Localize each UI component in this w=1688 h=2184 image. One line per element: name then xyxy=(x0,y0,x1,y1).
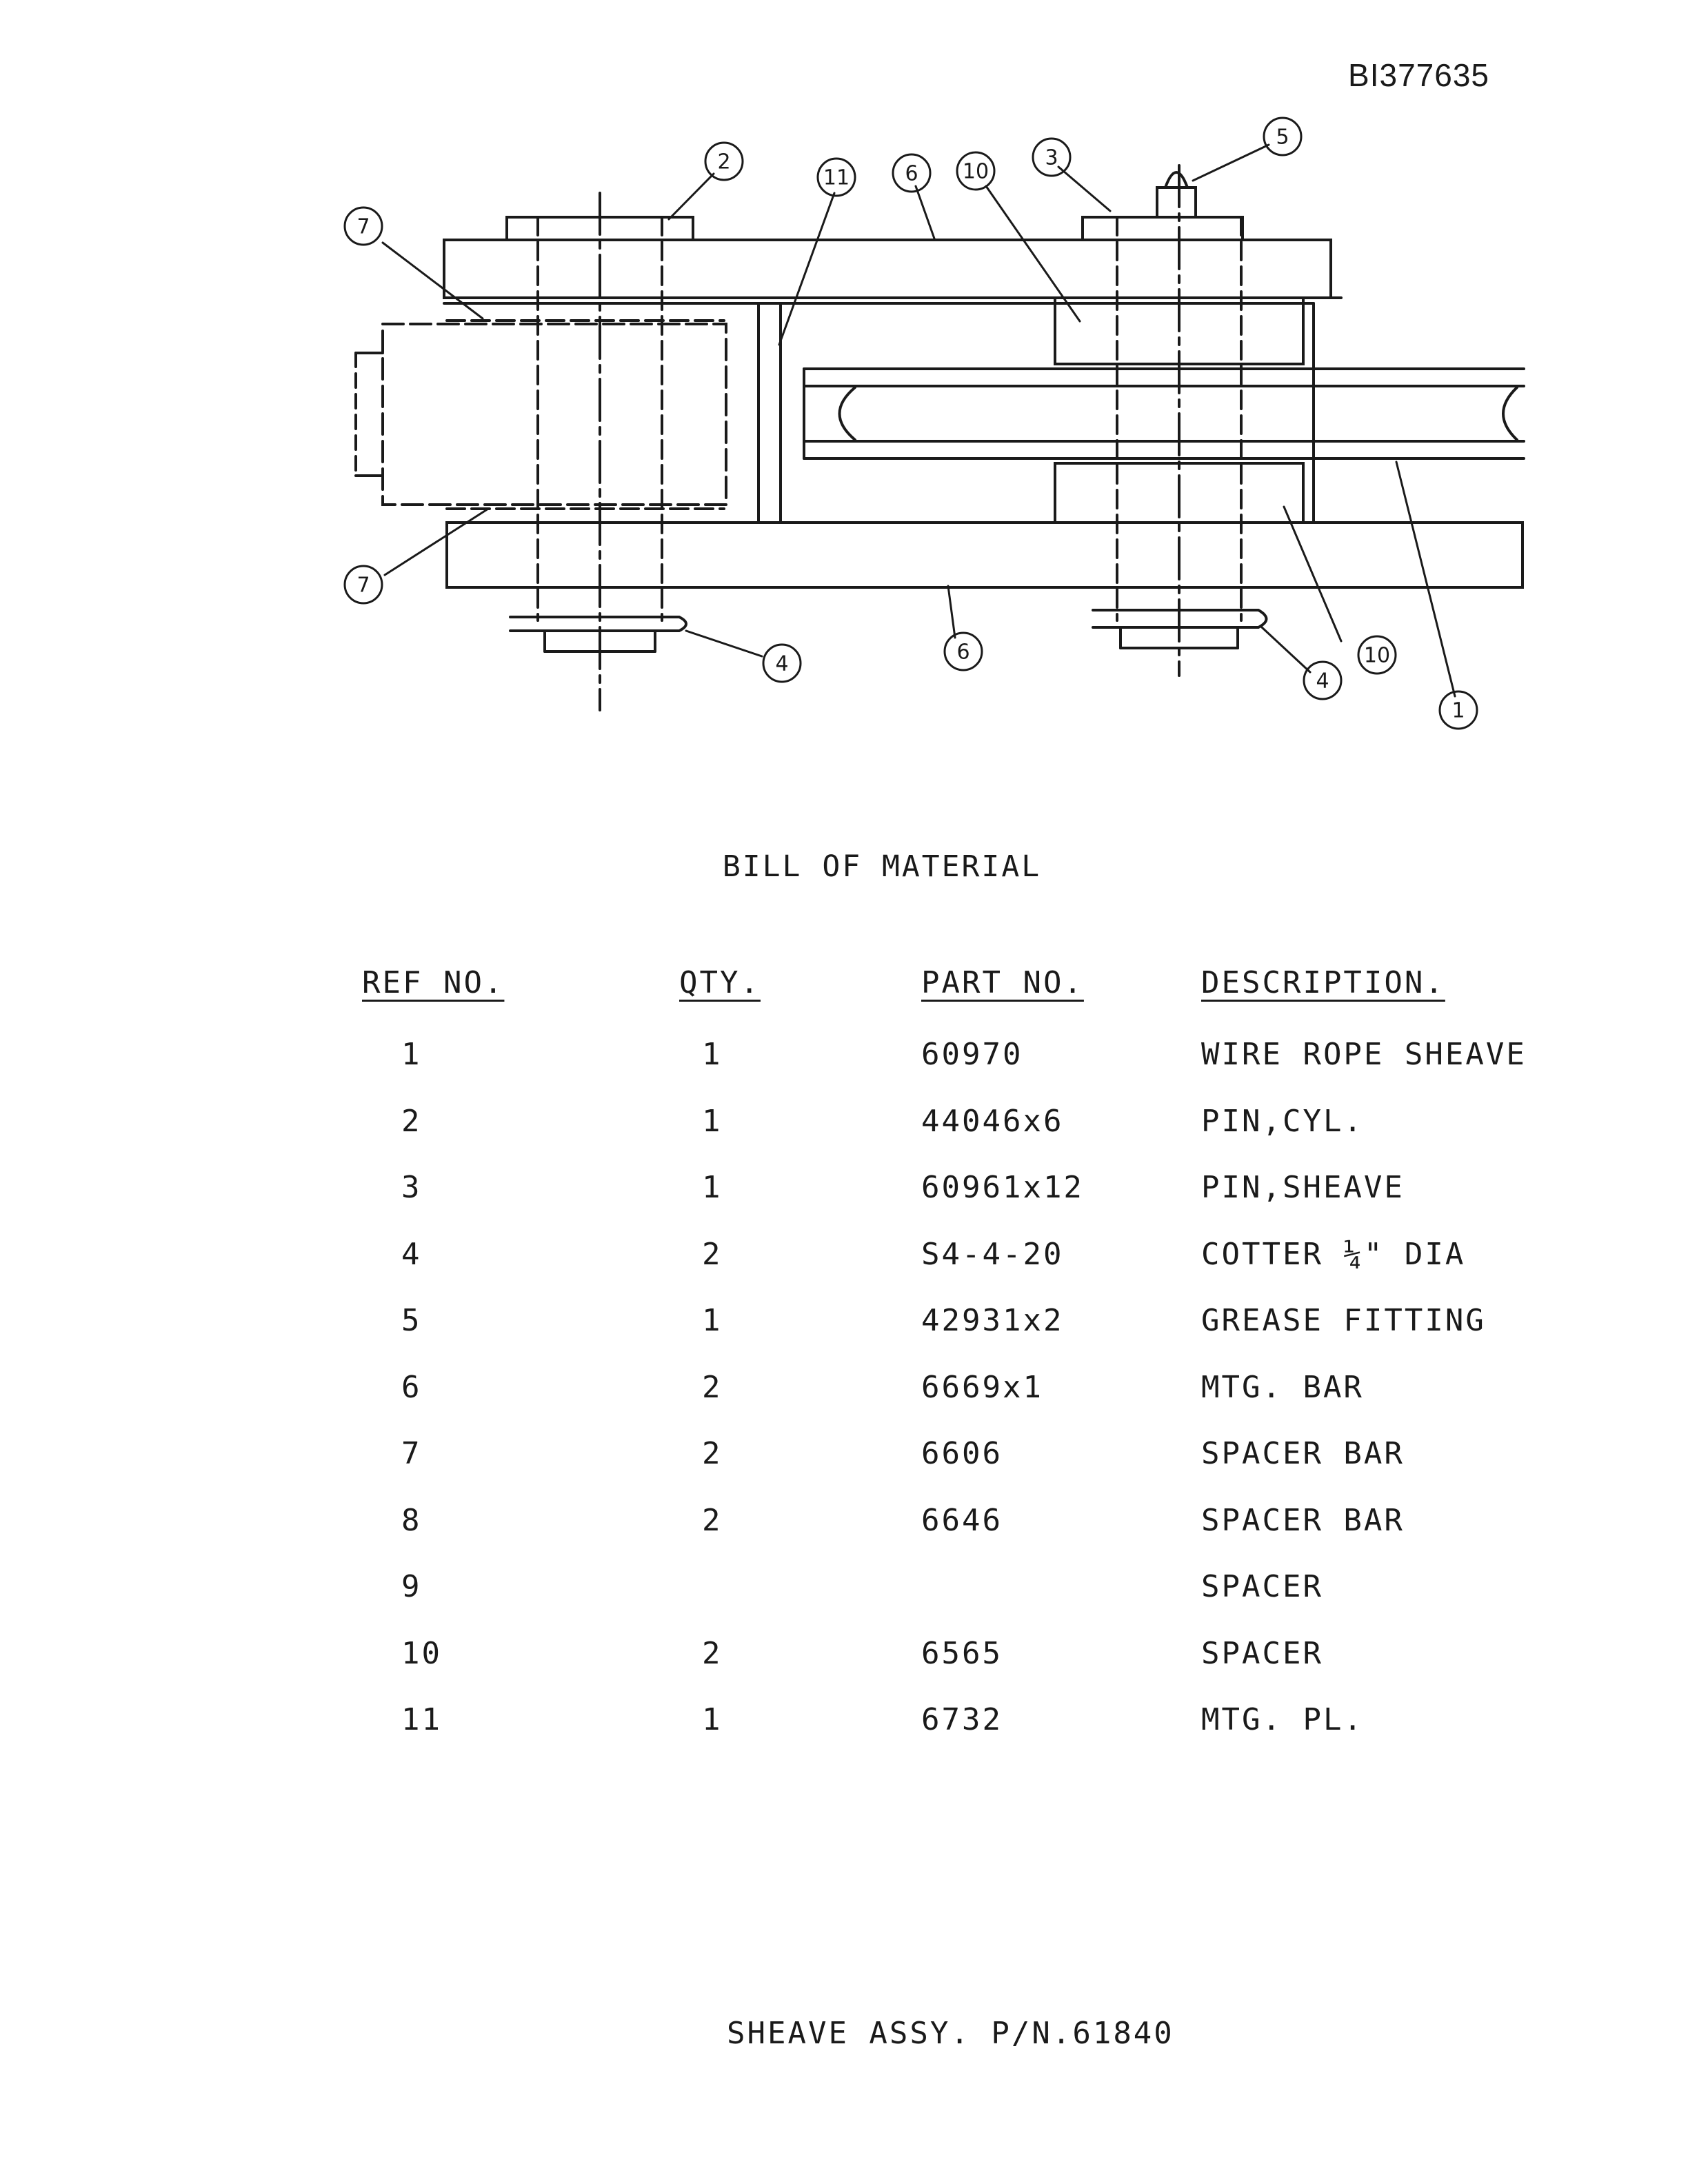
cell-part-no: 6669x1 xyxy=(921,1369,1043,1405)
table-row xyxy=(0,1436,1688,1503)
document-id: BI377635 xyxy=(1348,57,1489,93)
cell-description: MTG. PL. xyxy=(1201,1702,1364,1737)
cell-ref-no: 8 xyxy=(401,1502,422,1538)
header-part-no: PART NO. xyxy=(921,965,1084,1000)
cell-description: SPACER xyxy=(1201,1569,1323,1604)
balloon-4-right: 4 xyxy=(1316,669,1329,694)
header-qty: QTY. xyxy=(679,965,761,1000)
cell-part-no: 60961x12 xyxy=(921,1170,1084,1205)
table-row xyxy=(0,1170,1688,1237)
balloon-10-top: 10 xyxy=(962,159,989,184)
cell-qty: 1 xyxy=(702,1170,723,1205)
cell-part-no: 44046x6 xyxy=(921,1103,1064,1139)
cell-part-no: 6606 xyxy=(921,1436,1003,1471)
balloon-6-bottom: 6 xyxy=(956,640,970,665)
cell-ref-no: 9 xyxy=(401,1569,422,1604)
balloon-3: 3 xyxy=(1045,145,1058,170)
balloon-11: 11 xyxy=(823,165,850,190)
cell-qty: 1 xyxy=(702,1037,723,1072)
balloon-7-bottom: 7 xyxy=(356,573,370,598)
table-row xyxy=(0,1636,1688,1703)
cell-description: SPACER BAR xyxy=(1201,1502,1405,1538)
cell-qty: 2 xyxy=(702,1369,723,1405)
header-description: DESCRIPTION. xyxy=(1201,965,1445,1000)
cell-qty: 2 xyxy=(702,1502,723,1538)
cell-qty: 2 xyxy=(702,1635,723,1671)
cell-description: PIN,SHEAVE xyxy=(1201,1170,1405,1205)
cell-part-no: 42931x2 xyxy=(921,1303,1064,1338)
sheave-pin-head xyxy=(1083,217,1243,240)
cell-ref-no: 4 xyxy=(401,1236,422,1272)
balloon-6-top: 6 xyxy=(905,161,918,186)
cell-qty: 1 xyxy=(702,1103,723,1139)
cell-part-no: 6565 xyxy=(921,1635,1003,1671)
table-row xyxy=(0,1237,1688,1304)
cell-part-no: 6646 xyxy=(921,1502,1003,1538)
cell-part-no: 60970 xyxy=(921,1037,1023,1072)
bom-rows xyxy=(0,1037,1688,1769)
table-row xyxy=(0,1503,1688,1570)
cell-ref-no: 10 xyxy=(401,1635,442,1671)
table-row xyxy=(0,1370,1688,1437)
table-row xyxy=(0,1702,1688,1769)
header-ref-no: REF NO. xyxy=(362,965,505,1000)
cell-ref-no: 6 xyxy=(401,1369,422,1405)
table-row xyxy=(0,1303,1688,1370)
cell-ref-no: 1 xyxy=(401,1037,422,1072)
assembly-caption: SHEAVE ASSY. P/N.61840 xyxy=(727,2016,1174,2051)
cell-qty: 2 xyxy=(702,1236,723,1272)
bom-table xyxy=(0,965,1688,1769)
mtg-plate xyxy=(758,303,781,523)
cell-description: SPACER BAR xyxy=(1201,1436,1405,1471)
cell-description: GREASE FITTING xyxy=(1201,1303,1486,1338)
cell-qty: 1 xyxy=(702,1303,723,1338)
cell-part-no: 6732 xyxy=(921,1702,1003,1737)
grease-fitting xyxy=(1157,188,1196,217)
mtg-bar-bottom xyxy=(447,523,1523,587)
cell-qty: 1 xyxy=(702,1702,723,1737)
cell-description: WIRE ROPE SHEAVE xyxy=(1201,1037,1527,1072)
cylinder-outline xyxy=(383,324,726,505)
bom-title: BILL OF MATERIAL xyxy=(722,849,1042,884)
balloon-7-top: 7 xyxy=(356,214,370,239)
balloon-4-left: 4 xyxy=(775,651,789,676)
table-row xyxy=(0,1037,1688,1104)
cell-description: MTG. BAR xyxy=(1201,1369,1364,1405)
balloon-5: 5 xyxy=(1276,125,1289,150)
cell-qty: 2 xyxy=(702,1436,723,1471)
bom-header-row xyxy=(0,965,1688,1037)
cell-ref-no: 11 xyxy=(401,1702,442,1737)
cell-part-no: S4-4-20 xyxy=(921,1236,1064,1272)
sheave-assembly-drawing xyxy=(0,0,1688,765)
cell-ref-no: 5 xyxy=(401,1303,422,1338)
balloon-10-bottom: 10 xyxy=(1363,643,1391,668)
cell-ref-no: 2 xyxy=(401,1103,422,1139)
balloon-2: 2 xyxy=(717,150,731,174)
table-row xyxy=(0,1104,1688,1171)
cell-ref-no: 7 xyxy=(401,1436,422,1471)
cell-ref-no: 3 xyxy=(401,1170,422,1205)
balloon-1: 1 xyxy=(1451,698,1465,723)
mtg-bar-top xyxy=(444,240,1331,298)
cell-description: COTTER ¼" DIA xyxy=(1201,1236,1466,1272)
table-row xyxy=(0,1569,1688,1636)
cell-description: SPACER xyxy=(1201,1635,1323,1671)
cell-description: PIN,CYL. xyxy=(1201,1103,1364,1139)
